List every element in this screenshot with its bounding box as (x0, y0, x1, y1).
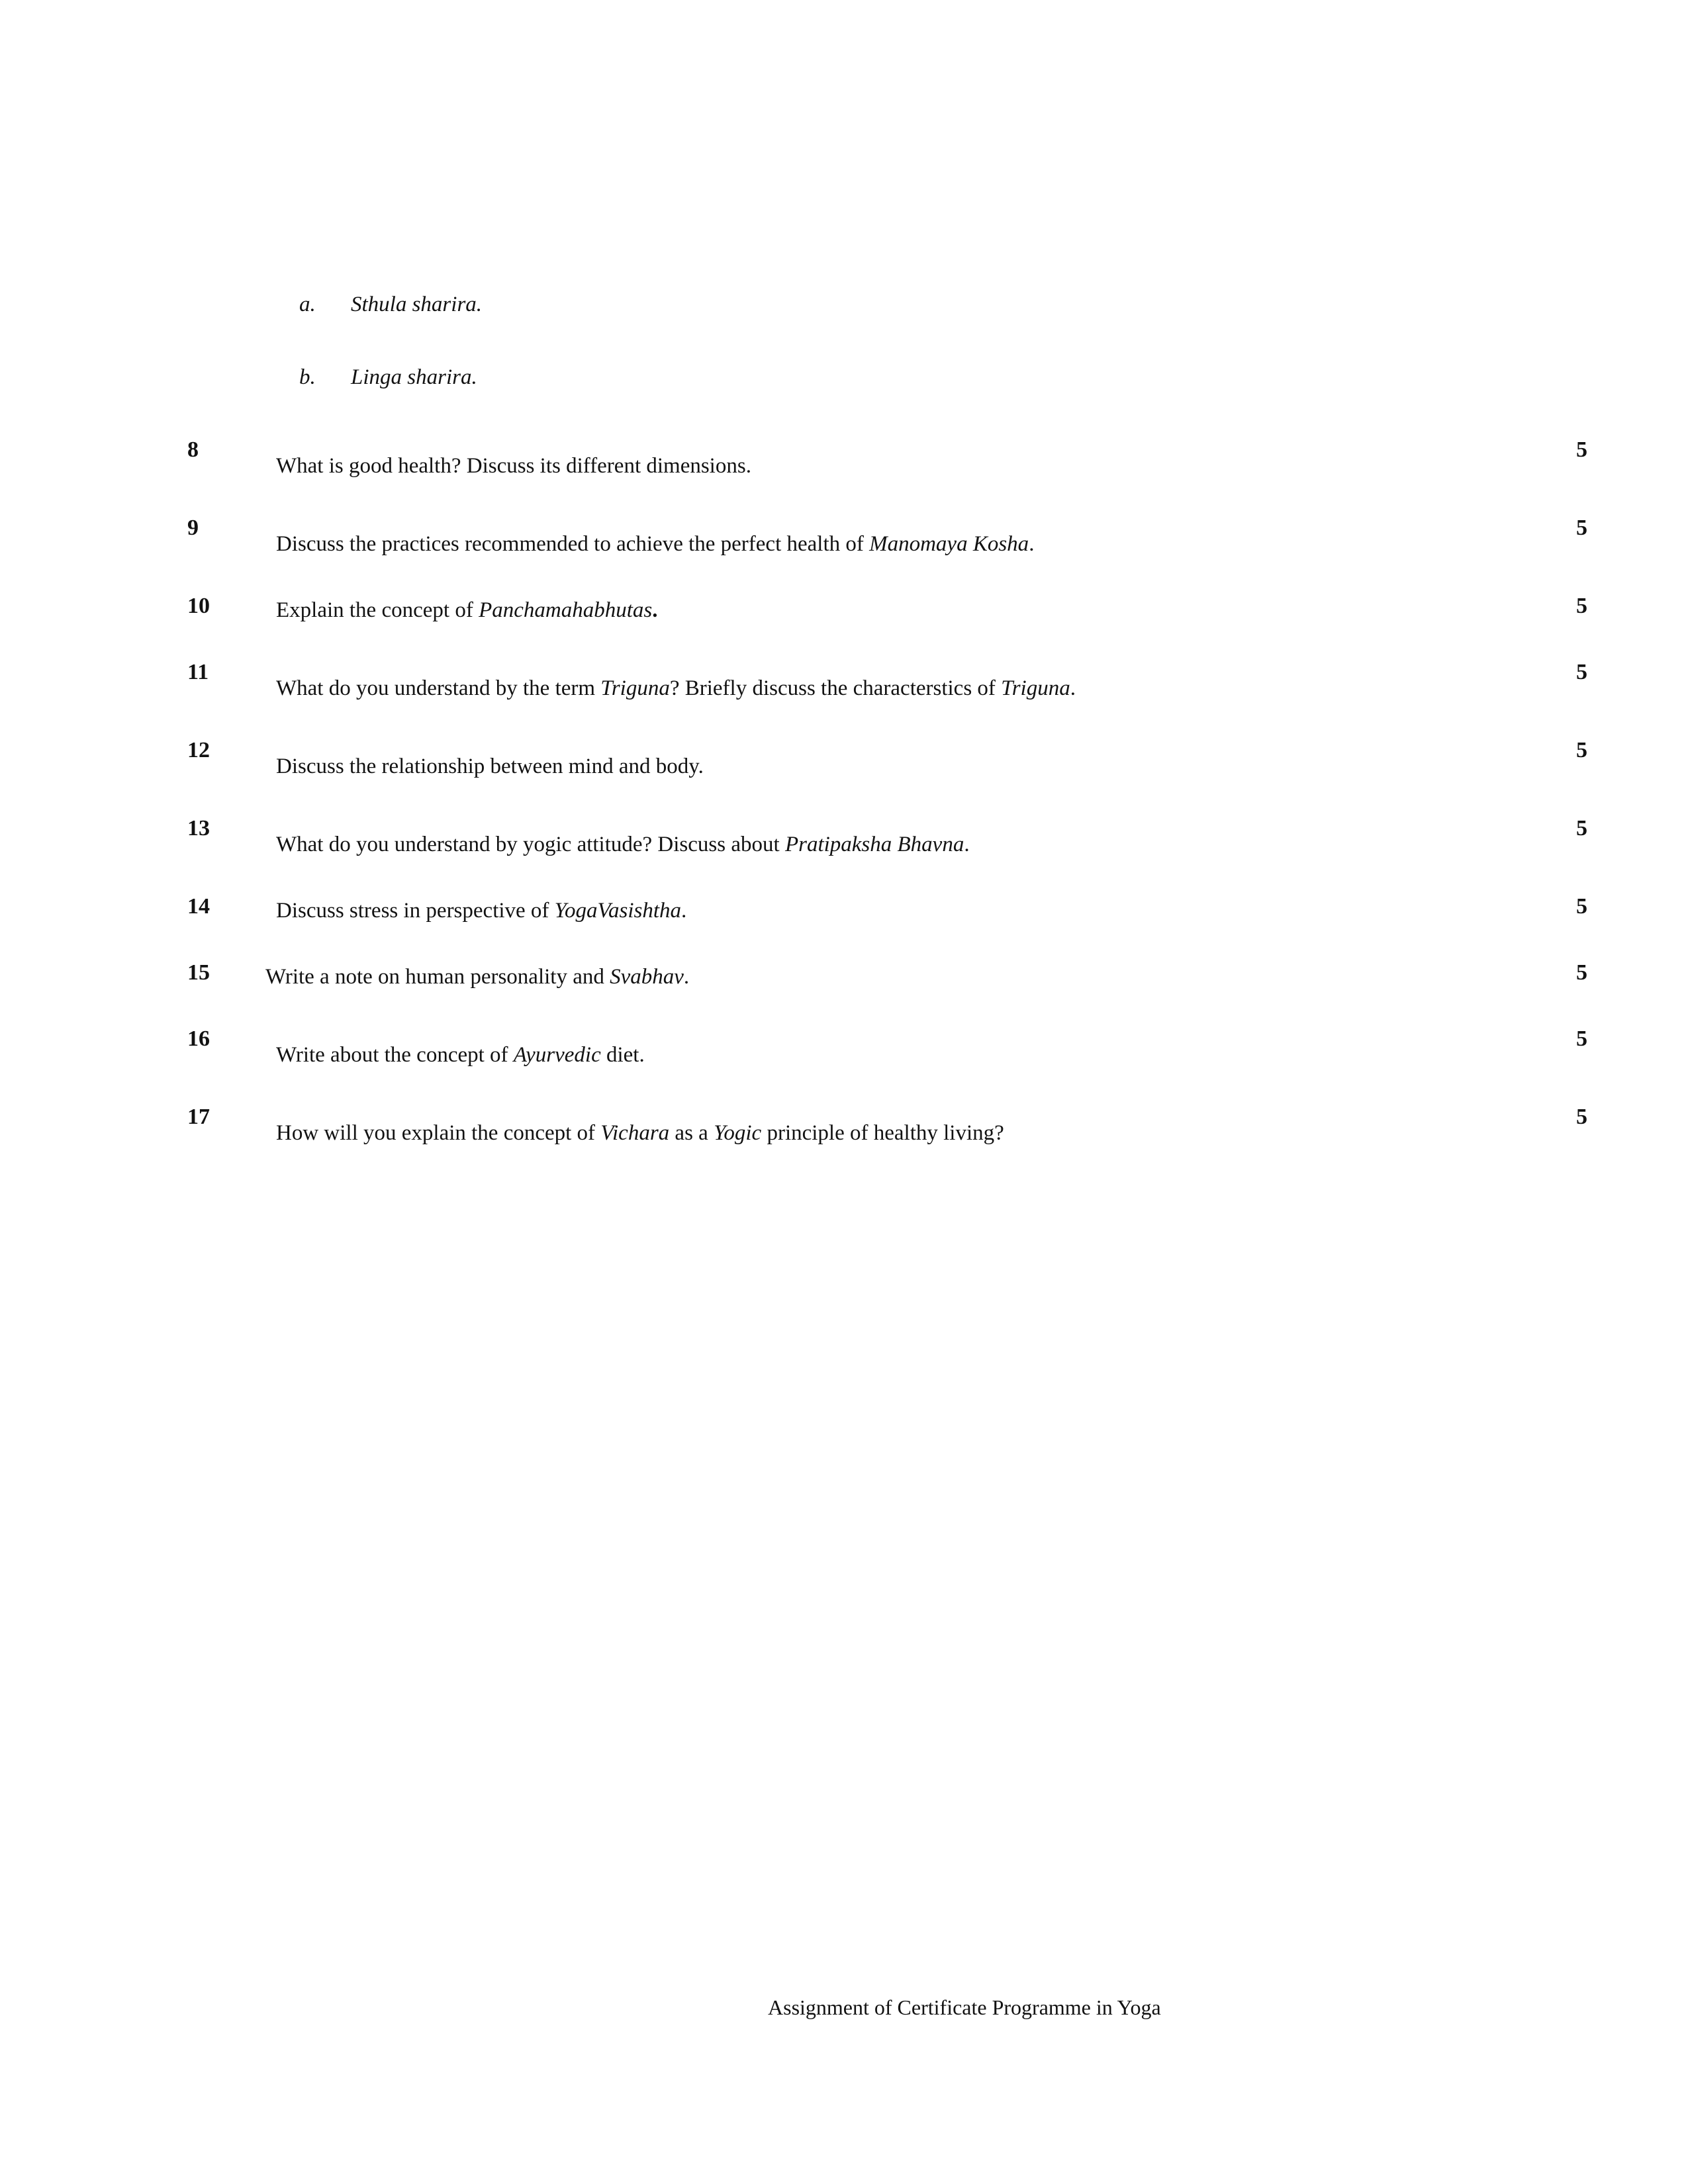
question-text-segment: Write a note on human personality and (265, 965, 610, 989)
question-text-segment: Write about the concept of (276, 1043, 514, 1067)
question-text-segment: Explain the concept of (276, 598, 479, 622)
question-number: 8 (187, 437, 199, 462)
question-text (265, 958, 1576, 991)
question-text-segment: What is good health? Discuss its different dimensions. (276, 454, 751, 478)
sub-item-list (299, 290, 1688, 392)
list-item-text: Sthula sharira. (351, 293, 483, 316)
question-row (0, 1103, 1688, 1148)
question-text (276, 1103, 1576, 1148)
question-marks: 5 (1576, 437, 1587, 462)
question-number: 12 (187, 738, 210, 762)
question-number: 10 (187, 594, 210, 618)
question-number: 9 (187, 516, 199, 540)
page-footer: Assignment of Certificate Programme in Yoga (768, 1995, 1161, 2019)
question-text-segment: as a (669, 1121, 714, 1145)
question-text (276, 736, 1576, 781)
question-row (0, 1024, 1688, 1069)
question-text (276, 892, 1576, 925)
question-row (0, 958, 1688, 991)
question-row (0, 514, 1688, 559)
question-text-segment: . (964, 833, 970, 856)
question-number: 17 (187, 1105, 210, 1129)
list-item-text: Linga sharira. (351, 365, 477, 389)
question-text-segment: . (652, 598, 658, 622)
question-number: 16 (187, 1026, 210, 1051)
question-marks: 5 (1576, 960, 1587, 985)
question-text (276, 514, 1576, 559)
question-text (276, 1024, 1576, 1069)
question-marks: 5 (1576, 894, 1587, 919)
question-number: 14 (187, 894, 210, 919)
question-text (276, 435, 1576, 480)
question-text-segment: Ayurvedic (513, 1043, 601, 1067)
list-item-label: a. (299, 293, 316, 316)
question-row (0, 814, 1688, 859)
question-text-segment: YogaVasishtha (554, 899, 682, 923)
question-text-segment: diet. (600, 1043, 645, 1067)
question-text-segment: Pratipaksha Bhavna (784, 833, 964, 856)
list-item (299, 363, 1688, 392)
question-text-segment: ? Briefly discuss the characterstics of (669, 676, 1002, 700)
question-text-segment: What do you understand by the term (276, 676, 601, 700)
question-text-segment: Triguna (1001, 676, 1070, 700)
list-item-label: b. (299, 365, 316, 389)
question-text-segment: . (1029, 532, 1035, 556)
question-text-segment: Discuss the relationship between mind and body. (276, 754, 704, 778)
question-text-segment: principle of healthy living? (761, 1121, 1004, 1145)
question-number: 15 (187, 960, 210, 985)
question-number: 13 (187, 816, 210, 841)
question-marks: 5 (1576, 738, 1587, 762)
question-text-segment: Discuss the practices recommended to achieve the perfect health of (276, 532, 870, 556)
question-list (0, 435, 1688, 1148)
question-text (276, 814, 1576, 859)
question-number: 11 (187, 660, 209, 684)
question-text-segment: Yogic (714, 1121, 762, 1145)
question-text-segment: How will you explain the concept of (276, 1121, 601, 1145)
question-row (0, 592, 1688, 625)
question-text-segment: Vichara (600, 1121, 670, 1145)
question-marks: 5 (1576, 594, 1587, 618)
question-marks: 5 (1576, 516, 1587, 540)
question-text-segment: Triguna (600, 676, 670, 700)
question-row (0, 435, 1688, 480)
question-marks: 5 (1576, 1026, 1587, 1051)
question-marks: 5 (1576, 1105, 1587, 1129)
question-text-segment: Panchamahabhutas (479, 598, 653, 622)
question-text-segment: . (1070, 676, 1076, 700)
question-text-segment: Discuss stress in perspective of (276, 899, 555, 923)
question-text-segment: . (683, 965, 690, 989)
list-item (299, 290, 1688, 319)
question-text-segment: Manomaya Kosha (869, 532, 1029, 556)
question-row (0, 658, 1688, 703)
question-row (0, 892, 1688, 925)
question-marks: 5 (1576, 660, 1587, 684)
question-text-segment: Svabhav (610, 965, 684, 989)
question-text-segment: . (681, 899, 687, 923)
question-row (0, 736, 1688, 781)
question-text (276, 658, 1576, 703)
question-text-segment: What do you understand by yogic attitude? Discuss about (276, 833, 785, 856)
question-text (276, 592, 1576, 625)
question-marks: 5 (1576, 816, 1587, 841)
